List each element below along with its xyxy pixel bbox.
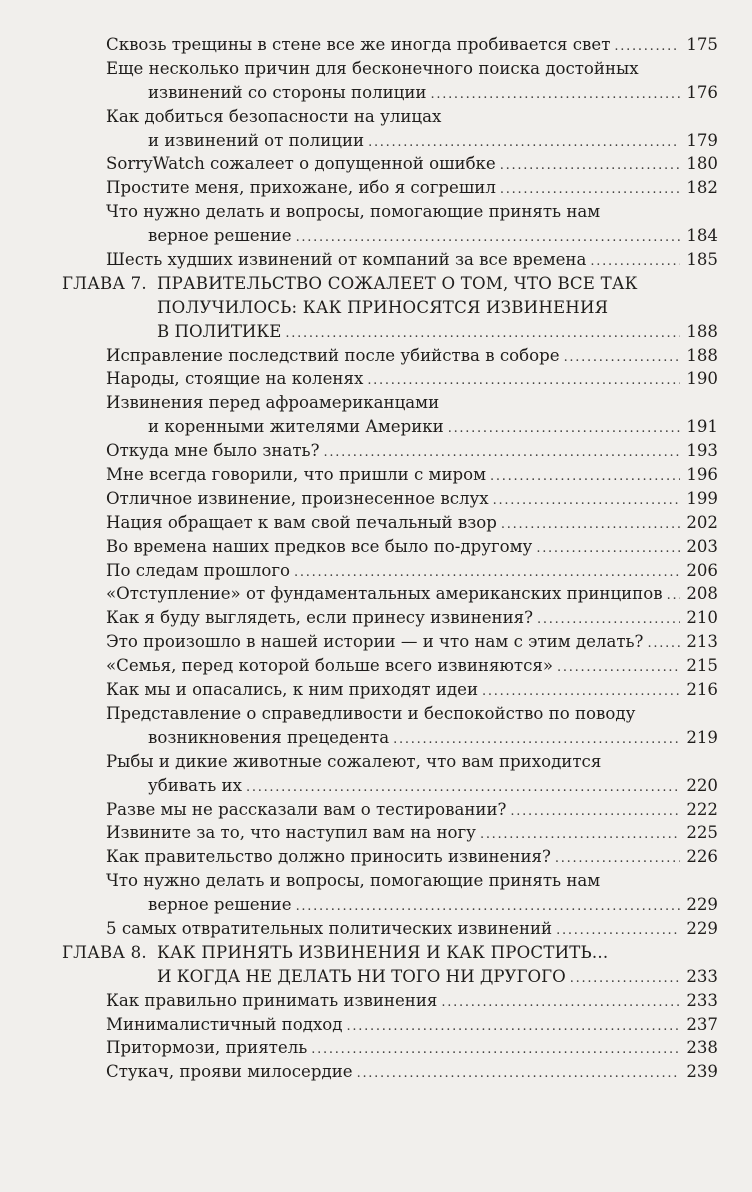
toc-entry	[0, 821, 752, 845]
entry-title: КАК ПРИНЯТЬ ИЗВИНЕНИЯ И КАК ПРОСТИТЬ...	[157, 942, 609, 962]
page-number: 175	[686, 35, 718, 54]
page-number: 237	[686, 1014, 718, 1034]
dot-leader	[537, 608, 680, 632]
toc-entry	[0, 152, 752, 176]
toc-entry	[0, 559, 752, 583]
page-number: 176	[686, 82, 718, 102]
entry-title: Что нужно делать и вопросы, помогающие принять нам	[106, 202, 601, 222]
entry-title: извинений со стороны полиции	[148, 82, 427, 102]
dot-leader	[311, 1038, 680, 1062]
entry-title: 5 самых отвратительных политических извинений	[106, 918, 553, 938]
toc-entry	[0, 439, 752, 463]
dot-leader	[393, 728, 680, 752]
entry-title: Извинения перед афроамериканцами	[106, 393, 440, 413]
dot-leader	[347, 1015, 681, 1039]
entry-title: SorryWatch сожалеет о допущенной ошибке	[106, 154, 496, 174]
page-number: 179	[686, 130, 718, 150]
entry-with-leader	[148, 129, 718, 155]
dot-leader	[296, 226, 681, 250]
entry-with-leader	[106, 511, 718, 537]
page-number: 190	[686, 369, 718, 389]
page-number: 191	[686, 417, 718, 437]
toc-entry	[0, 630, 752, 654]
toc-entry	[0, 105, 752, 129]
dot-leader	[590, 250, 680, 274]
entry-title: Шесть худших извинений от компаний за все времена	[106, 250, 587, 270]
toc-entry	[0, 33, 752, 57]
toc-entry	[0, 487, 752, 511]
toc-entry	[0, 224, 752, 248]
dot-leader	[555, 847, 680, 871]
entry-with-leader	[106, 606, 718, 632]
entry-with-leader	[106, 845, 718, 871]
chapter-line	[0, 941, 752, 965]
page-number: 239	[686, 1062, 718, 1082]
toc-entry	[0, 774, 752, 798]
entry-with-leader	[148, 81, 718, 107]
entry-title: По следам прошлого	[106, 560, 290, 580]
page-number: 188	[686, 321, 718, 341]
entry-title: Что нужно делать и вопросы, помогающие принять нам	[106, 871, 601, 891]
toc-entry	[0, 678, 752, 702]
entry-title: Откуда мне было знать?	[106, 441, 320, 461]
dot-leader	[323, 441, 680, 465]
toc-entry	[0, 654, 752, 678]
dot-leader	[490, 465, 680, 489]
entry-title: Исправление последствий после убийства в соборе	[106, 345, 560, 365]
entry-with-leader	[106, 1036, 718, 1062]
entry-title: ПРАВИТЕЛЬСТВО СОЖАЛЕЕТ О ТОМ, ЧТО ВСЕ ТАК	[157, 273, 638, 293]
entry-title: верное решение	[148, 895, 292, 915]
toc-entry	[0, 367, 752, 391]
page-number: 196	[686, 465, 718, 485]
entry-with-leader	[106, 152, 718, 178]
dot-leader	[667, 584, 681, 608]
entry-title: ПОЛУЧИЛОСЬ: КАК ПРИНОСЯТСЯ ИЗВИНЕНИЯ	[157, 297, 609, 317]
page-number: 238	[686, 1038, 718, 1058]
page-number: 216	[686, 680, 718, 700]
toc-entry	[0, 248, 752, 272]
entry-with-leader	[106, 678, 718, 704]
chapter-line	[0, 296, 752, 320]
entry-title: И КОГДА НЕ ДЕЛАТЬ НИ ТОГО НИ ДРУГОГО	[157, 966, 566, 986]
entry-with-leader	[106, 917, 718, 943]
entry-with-leader	[106, 344, 718, 370]
entry-with-leader	[106, 33, 718, 59]
entry-with-leader	[106, 535, 718, 561]
dot-leader	[296, 895, 681, 919]
toc-entry	[0, 200, 752, 224]
chapter-line	[0, 272, 752, 296]
page-number: 185	[686, 250, 718, 270]
page-number: 220	[686, 775, 718, 795]
entry-title: Сквозь трещины в стене все же иногда пробивается свет	[106, 35, 611, 54]
entry-with-leader	[106, 439, 718, 465]
toc-entry	[0, 917, 752, 941]
page-number: 226	[686, 847, 718, 867]
entry-title: Извините за то, что наступил вам на ногу	[106, 823, 476, 843]
dot-leader	[246, 776, 680, 800]
entry-title: Как мы и опасались, к ним приходят идеи	[106, 680, 479, 700]
entry-title: Во времена наших предков все было по-другому	[106, 536, 533, 556]
entry-with-leader	[106, 798, 718, 824]
dot-leader	[570, 967, 681, 991]
page-number: 213	[686, 632, 718, 652]
entry-title: Это произошло в нашей истории — и что нам с этим делать?	[106, 632, 644, 652]
dot-leader	[430, 83, 680, 107]
toc-entry	[0, 344, 752, 368]
dot-leader	[510, 800, 680, 824]
entry-title: Нация обращает к вам свой печальный взор	[106, 512, 497, 532]
entry-with-leader	[106, 630, 718, 656]
dot-leader	[493, 489, 681, 513]
chapter-label: ГЛАВА 7.	[62, 273, 147, 293]
entry-title: Мне всегда говорили, что пришли с миром	[106, 465, 487, 485]
toc-entry	[0, 463, 752, 487]
entry-title: Минималистичный подход	[106, 1014, 343, 1034]
dot-leader	[357, 1062, 681, 1086]
entry-title: В ПОЛИТИКЕ	[157, 321, 282, 341]
page-number: 219	[686, 727, 718, 747]
page-number: 210	[686, 608, 718, 628]
entry-title: Отличное извинение, произнесенное вслух	[106, 488, 489, 508]
toc-entry	[0, 535, 752, 559]
page-number: 180	[686, 154, 718, 174]
page-number: 188	[686, 345, 718, 365]
dot-leader	[448, 417, 681, 441]
dot-leader	[501, 513, 680, 537]
entry-with-leader	[106, 582, 718, 608]
toc-entry	[0, 57, 752, 81]
page-number: 229	[686, 918, 718, 938]
entry-with-leader	[106, 367, 718, 393]
entry-with-leader	[148, 224, 718, 250]
entry-with-leader	[157, 320, 718, 346]
entry-title: Как правительство должно приносить извинения?	[106, 847, 551, 867]
dot-leader	[285, 322, 680, 346]
toc-entry	[0, 989, 752, 1013]
entry-title: Стукач, прояви милосердие	[106, 1062, 353, 1082]
toc-entry	[0, 702, 752, 726]
entry-title: убивать их	[148, 775, 242, 795]
toc-entry	[0, 582, 752, 606]
page-number: 184	[686, 226, 718, 246]
dot-leader	[480, 823, 680, 847]
dot-leader	[556, 919, 680, 943]
toc-entry	[0, 845, 752, 869]
entry-title: Простите меня, прихожане, ибо я согрешил	[106, 178, 496, 198]
entry-title: Еще несколько причин для бесконечного поиска достойных	[106, 58, 639, 78]
entry-with-leader	[106, 989, 718, 1015]
entry-with-leader	[106, 654, 718, 680]
chapter-line	[0, 320, 752, 344]
entry-title: Народы, стоящие на коленях	[106, 369, 364, 389]
page-number: 206	[686, 560, 718, 580]
toc-entry	[0, 798, 752, 822]
entry-title: Как добиться безопасности на улицах	[106, 106, 442, 126]
entry-with-leader	[106, 248, 718, 274]
entry-title: и коренными жителями Америки	[148, 417, 444, 437]
entry-title: верное решение	[148, 226, 292, 246]
chapter-label: ГЛАВА 8.	[62, 942, 147, 962]
entry-title: и извинений от полиции	[148, 130, 365, 150]
dot-leader	[482, 680, 680, 704]
dot-leader	[536, 537, 680, 561]
page-number: 229	[686, 895, 718, 915]
entry-title: Притормози, приятель	[106, 1038, 308, 1058]
entry-with-leader	[148, 774, 718, 800]
entry-with-leader	[106, 559, 718, 585]
dot-leader	[368, 131, 680, 155]
page-number: 225	[686, 823, 718, 843]
entry-with-leader	[106, 821, 718, 847]
toc-entry	[0, 1036, 752, 1060]
page-number: 222	[686, 799, 718, 819]
entry-with-leader	[106, 463, 718, 489]
dot-leader	[441, 991, 680, 1015]
toc-entry	[0, 1060, 752, 1084]
toc-entry	[0, 1013, 752, 1037]
entry-title: возникновения прецедента	[148, 727, 390, 747]
entry-with-leader	[148, 415, 718, 441]
toc-entry	[0, 869, 752, 893]
entry-title: «Семья, перед которой больше всего извиняются»	[106, 656, 553, 676]
toc-entry	[0, 726, 752, 750]
dot-leader	[564, 346, 681, 370]
toc-entry	[0, 750, 752, 774]
dot-leader	[614, 35, 680, 59]
page-number: 182	[686, 178, 718, 198]
page-number: 233	[686, 990, 718, 1010]
entry-with-leader	[157, 965, 718, 991]
entry-with-leader	[148, 726, 718, 752]
page-number: 202	[686, 512, 718, 532]
page-number: 208	[686, 584, 718, 604]
entry-with-leader	[106, 1060, 718, 1086]
dot-leader	[367, 369, 680, 393]
page-number: 199	[686, 488, 718, 508]
dot-leader	[500, 178, 680, 202]
dot-leader	[500, 154, 681, 178]
entry-title: Как правильно принимать извинения	[106, 990, 438, 1010]
entry-title: Рыбы и дикие животные сожалеют, что вам приходится	[106, 751, 602, 771]
entry-title: Представление о справедливости и беспокойство по поводу	[106, 703, 636, 723]
table-of-contents	[0, 33, 752, 1084]
page-number: 233	[686, 966, 718, 986]
page-number: 215	[686, 656, 718, 676]
entry-title: Разве мы не рассказали вам о тестировании?	[106, 799, 507, 819]
entry-with-leader	[106, 176, 718, 202]
toc-entry	[0, 415, 752, 439]
entry-title: Как я буду выглядеть, если принесу извинения?	[106, 608, 534, 628]
dot-leader	[647, 632, 680, 656]
toc-entry	[0, 129, 752, 153]
entry-with-leader	[106, 487, 718, 513]
entry-title: «Отступление» от фундаментальных американских принципов	[106, 584, 663, 604]
toc-entry	[0, 81, 752, 105]
dot-leader	[557, 656, 680, 680]
entry-with-leader	[106, 1013, 718, 1039]
toc-entry	[0, 511, 752, 535]
toc-entry	[0, 391, 752, 415]
toc-entry	[0, 606, 752, 630]
toc-entry	[0, 893, 752, 917]
entry-with-leader	[148, 893, 718, 919]
dot-leader	[294, 561, 680, 585]
page-number: 203	[686, 536, 718, 556]
toc-entry	[0, 176, 752, 200]
page-number: 193	[686, 441, 718, 461]
chapter-line	[0, 965, 752, 989]
